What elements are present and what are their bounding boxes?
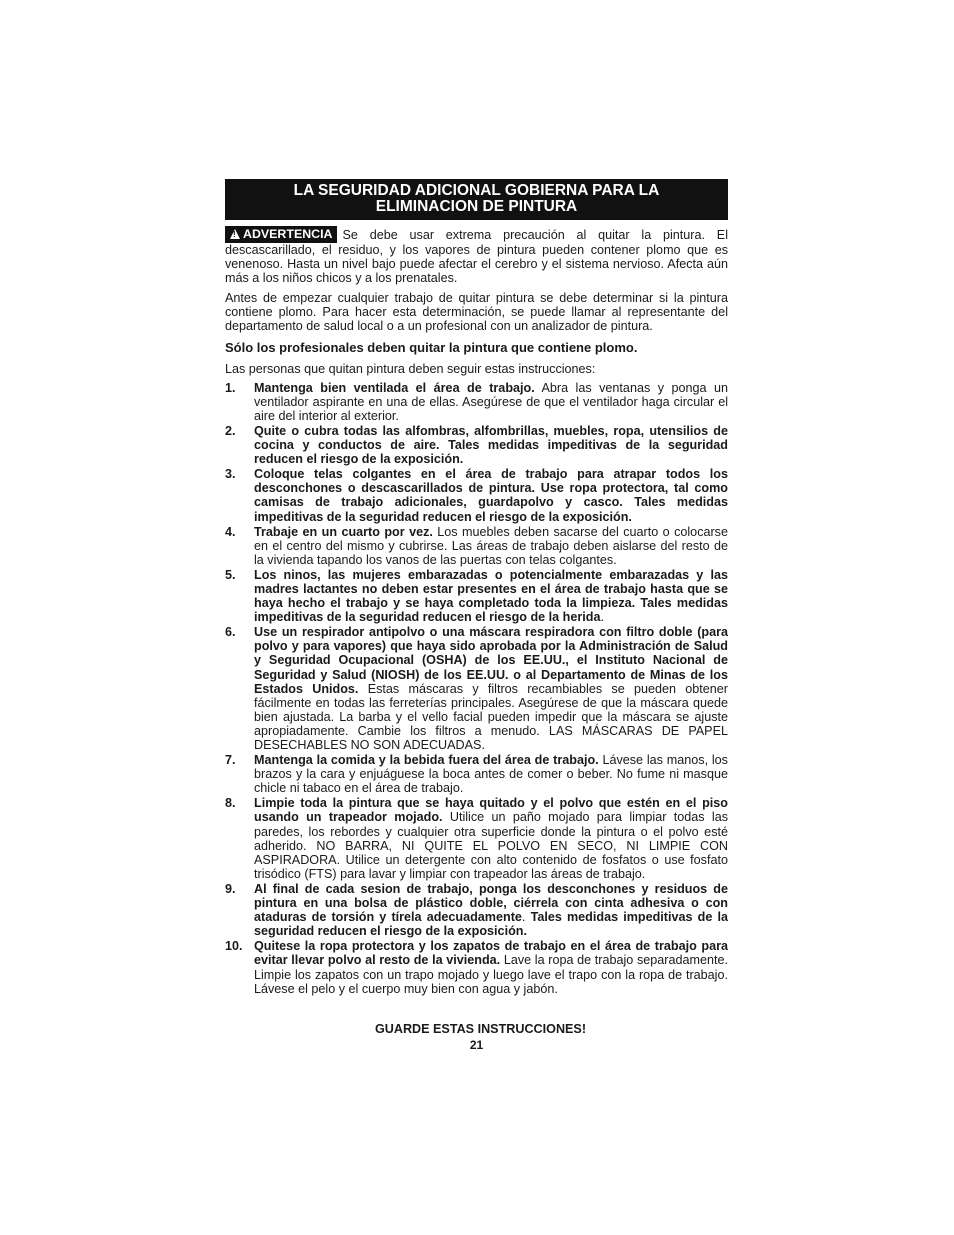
- list-item-number: 8.: [225, 796, 236, 811]
- list-item: [225, 568, 728, 624]
- list-item-bold-text: Coloque telas colgantes en el área de trabajo para atrapar todos los desconchones o descascarillados de pintura. Use ropa protectora, tal como camisas de trabajo adicionales, guardapolvo y casco. Tales medidas impeditivas de la seguridad reducen el riesgo de la exposición.: [254, 467, 728, 524]
- list-item-number: 5.: [225, 567, 236, 582]
- list-item-text: Lávese las manos, los brazos y la cara y enjuáguese la boca antes de comer o beber. No fume ni masque chicle ni tabaco en el área de trabajo.: [254, 753, 728, 796]
- document-page: [225, 179, 728, 1052]
- list-item-bold-text: Quite o cubra todas las alfombras, alfombrillas, muebles, ropa, utensilios de cocina y conductos de aire. Tales medidas impeditivas de la seguridad reducen el riesgo de la exposición.: [254, 423, 728, 467]
- emphasis-statement: Sólo los profesionales deben quitar la pintura que contiene plomo.: [225, 339, 638, 355]
- warning-text: Se debe usar extrema precaución al quitar la pintura. El descascarillado, el residuo, y los vapores de pintura pueden contener plomo que es venenoso. Hasta un nivel bajo puede afectar el cerebro y el sistema nervioso. Afecta aún más a los niños chicos y a los prenatales.: [225, 228, 728, 286]
- list-item-bold-text: Trabaje en un cuarto por vez.: [254, 524, 433, 539]
- warning-badge: [225, 226, 337, 243]
- list-item-text: Los muebles deben sacarse del cuarto o colocarse en el centro del mismo y cubrirse. Las áreas de trabajo deben aislarse del resto de la vivienda tapando los vanos de las puertas con telas colgantes.: [254, 524, 728, 567]
- list-item-bold-text: Al final de cada sesion de trabajo, ponga los desconchones y residuos de pintura en una bolsa de plástico doble, ciérrela con cinta adhesiva o con ataduras de torsión y tírela adecuadamente: [254, 881, 728, 925]
- list-item: [225, 467, 728, 523]
- warning-badge-label: ADVERTENCIA: [243, 227, 333, 241]
- intro-paragraph: Antes de empezar cualquier trabajo de quitar pintura se debe determinar si la pintura contiene plomo. Para hacer esta determinación, se puede llamar al representante del departamento de salud local o a un profesional con un analizador de pintura.: [225, 291, 728, 334]
- list-item-text: Utilice un paño mojado para limpiar todas las paredes, los rebordes y cualquier otra superficie donde la pintura o el polvo esté adherido. NO BARRA, NI QUITE EL POLVO EN SECO, NI LIMPIE CON ASPIRADORA. Utilice un detergente con alto contenido de fosfatos o use fosfato trisódico (FTS) para lavar y limpiar con trapeador las áreas de trabajo.: [254, 810, 728, 881]
- list-item-number: 2.: [225, 423, 236, 438]
- list-item: [225, 796, 728, 881]
- list-item-bold-text: Mantenga la comida y la bebida fuera del área de trabajo.: [254, 753, 599, 768]
- list-item-text: Estas máscaras y filtros recambiables se pueden obtener fácilmente en todas las ferreterías principales. Asegúrese de que la máscara quede bien ajustada. La barba y el vello facial pueden impedir que la máscara se ajuste apropiadamente. Cambie los filtros a menudo. LAS MÁSCARAS DE PAPEL DESECHABLES NO SON ADECUADAS.: [254, 681, 728, 752]
- list-item-text: Lave la ropa de trabajo separadamente. Limpie los zapatos con un trapo mojado y luego lave el trapo con la ropa de trabajo. Lávese el pelo y el cuerpo muy bien con agua y jabón.: [254, 953, 728, 996]
- save-instructions-note: GUARDE ESTAS INSTRUCCIONES!: [374, 1021, 587, 1036]
- list-item-number: 6.: [225, 625, 236, 640]
- section-title-line-1: LA SEGURIDAD ADICIONAL GOBIERNA PARA LA: [293, 182, 660, 199]
- list-item-number: 1.: [225, 380, 236, 395]
- list-item-bold-text: Use un respirador antipolvo o una máscara respiradora con filtro doble (para polvo y para vapores) que haya sido aprobada por la Administración de Salud y Seguridad Ocupacional (OSHA) de los EE.UU., el Instituto Nacional de Seguridad y Salud (NIOSH) de los EE.UU. o al Departamento de Minas de los Estados Unidos.: [254, 625, 728, 696]
- list-item: [225, 939, 728, 995]
- list-item-bold-text: Los ninos, las mujeres embarazadas o potencialmente embarazadas y las madres lactantes no deben estar presentes en el área de trabajo hasta que se haya hecho el trabajo y se haya completado toda la limpieza. Tales medidas impeditivas de la seguridad reducen el riesgo de la herida: [254, 567, 728, 625]
- list-item-bold-text: Mantenga bien ventilada el área de trabajo.: [254, 380, 535, 395]
- list-item-number: 10.: [225, 939, 243, 954]
- list-item-bold-text-2: Tales medidas impeditivas de la seguridad reducen el riesgo de la exposición.: [254, 910, 728, 939]
- instruction-list: [225, 381, 728, 996]
- section-title-line-2: ELIMINACION DE PINTURA: [375, 198, 578, 215]
- page-number: 21: [469, 1037, 484, 1052]
- section-title: [225, 179, 728, 220]
- list-item-text: .: [600, 610, 604, 625]
- list-item-text: Abra las ventanas y ponga un ventilador aspirante en una de ellas. Asegúrese de que el ventilador haga circular el aire del interior al exterior.: [254, 380, 728, 423]
- list-item-number: 3.: [225, 467, 236, 482]
- list-item: [225, 525, 728, 567]
- list-item-number: 4.: [225, 524, 236, 539]
- list-item: [225, 381, 728, 423]
- list-item-text: .: [521, 910, 531, 925]
- list-item: [225, 424, 728, 466]
- list-item-bold-text: Limpie toda la pintura que se haya quitado y el polvo que estén en el piso usando un trapeador mojado.: [254, 796, 728, 825]
- list-item: [225, 882, 728, 938]
- list-item-number: 9.: [225, 881, 236, 896]
- list-item: [225, 753, 728, 795]
- list-intro: Las personas que quitan pintura deben seguir estas instrucciones:: [225, 361, 596, 376]
- list-item-number: 7.: [225, 753, 236, 768]
- list-item: [225, 625, 728, 752]
- list-item-bold-text: Quitese la ropa protectora y los zapatos de trabajo en el área de trabajo para evitar llevar polvo al resto de la vivienda.: [254, 939, 728, 968]
- warning-paragraph: [225, 226, 728, 285]
- warning-triangle-icon: [230, 229, 240, 239]
